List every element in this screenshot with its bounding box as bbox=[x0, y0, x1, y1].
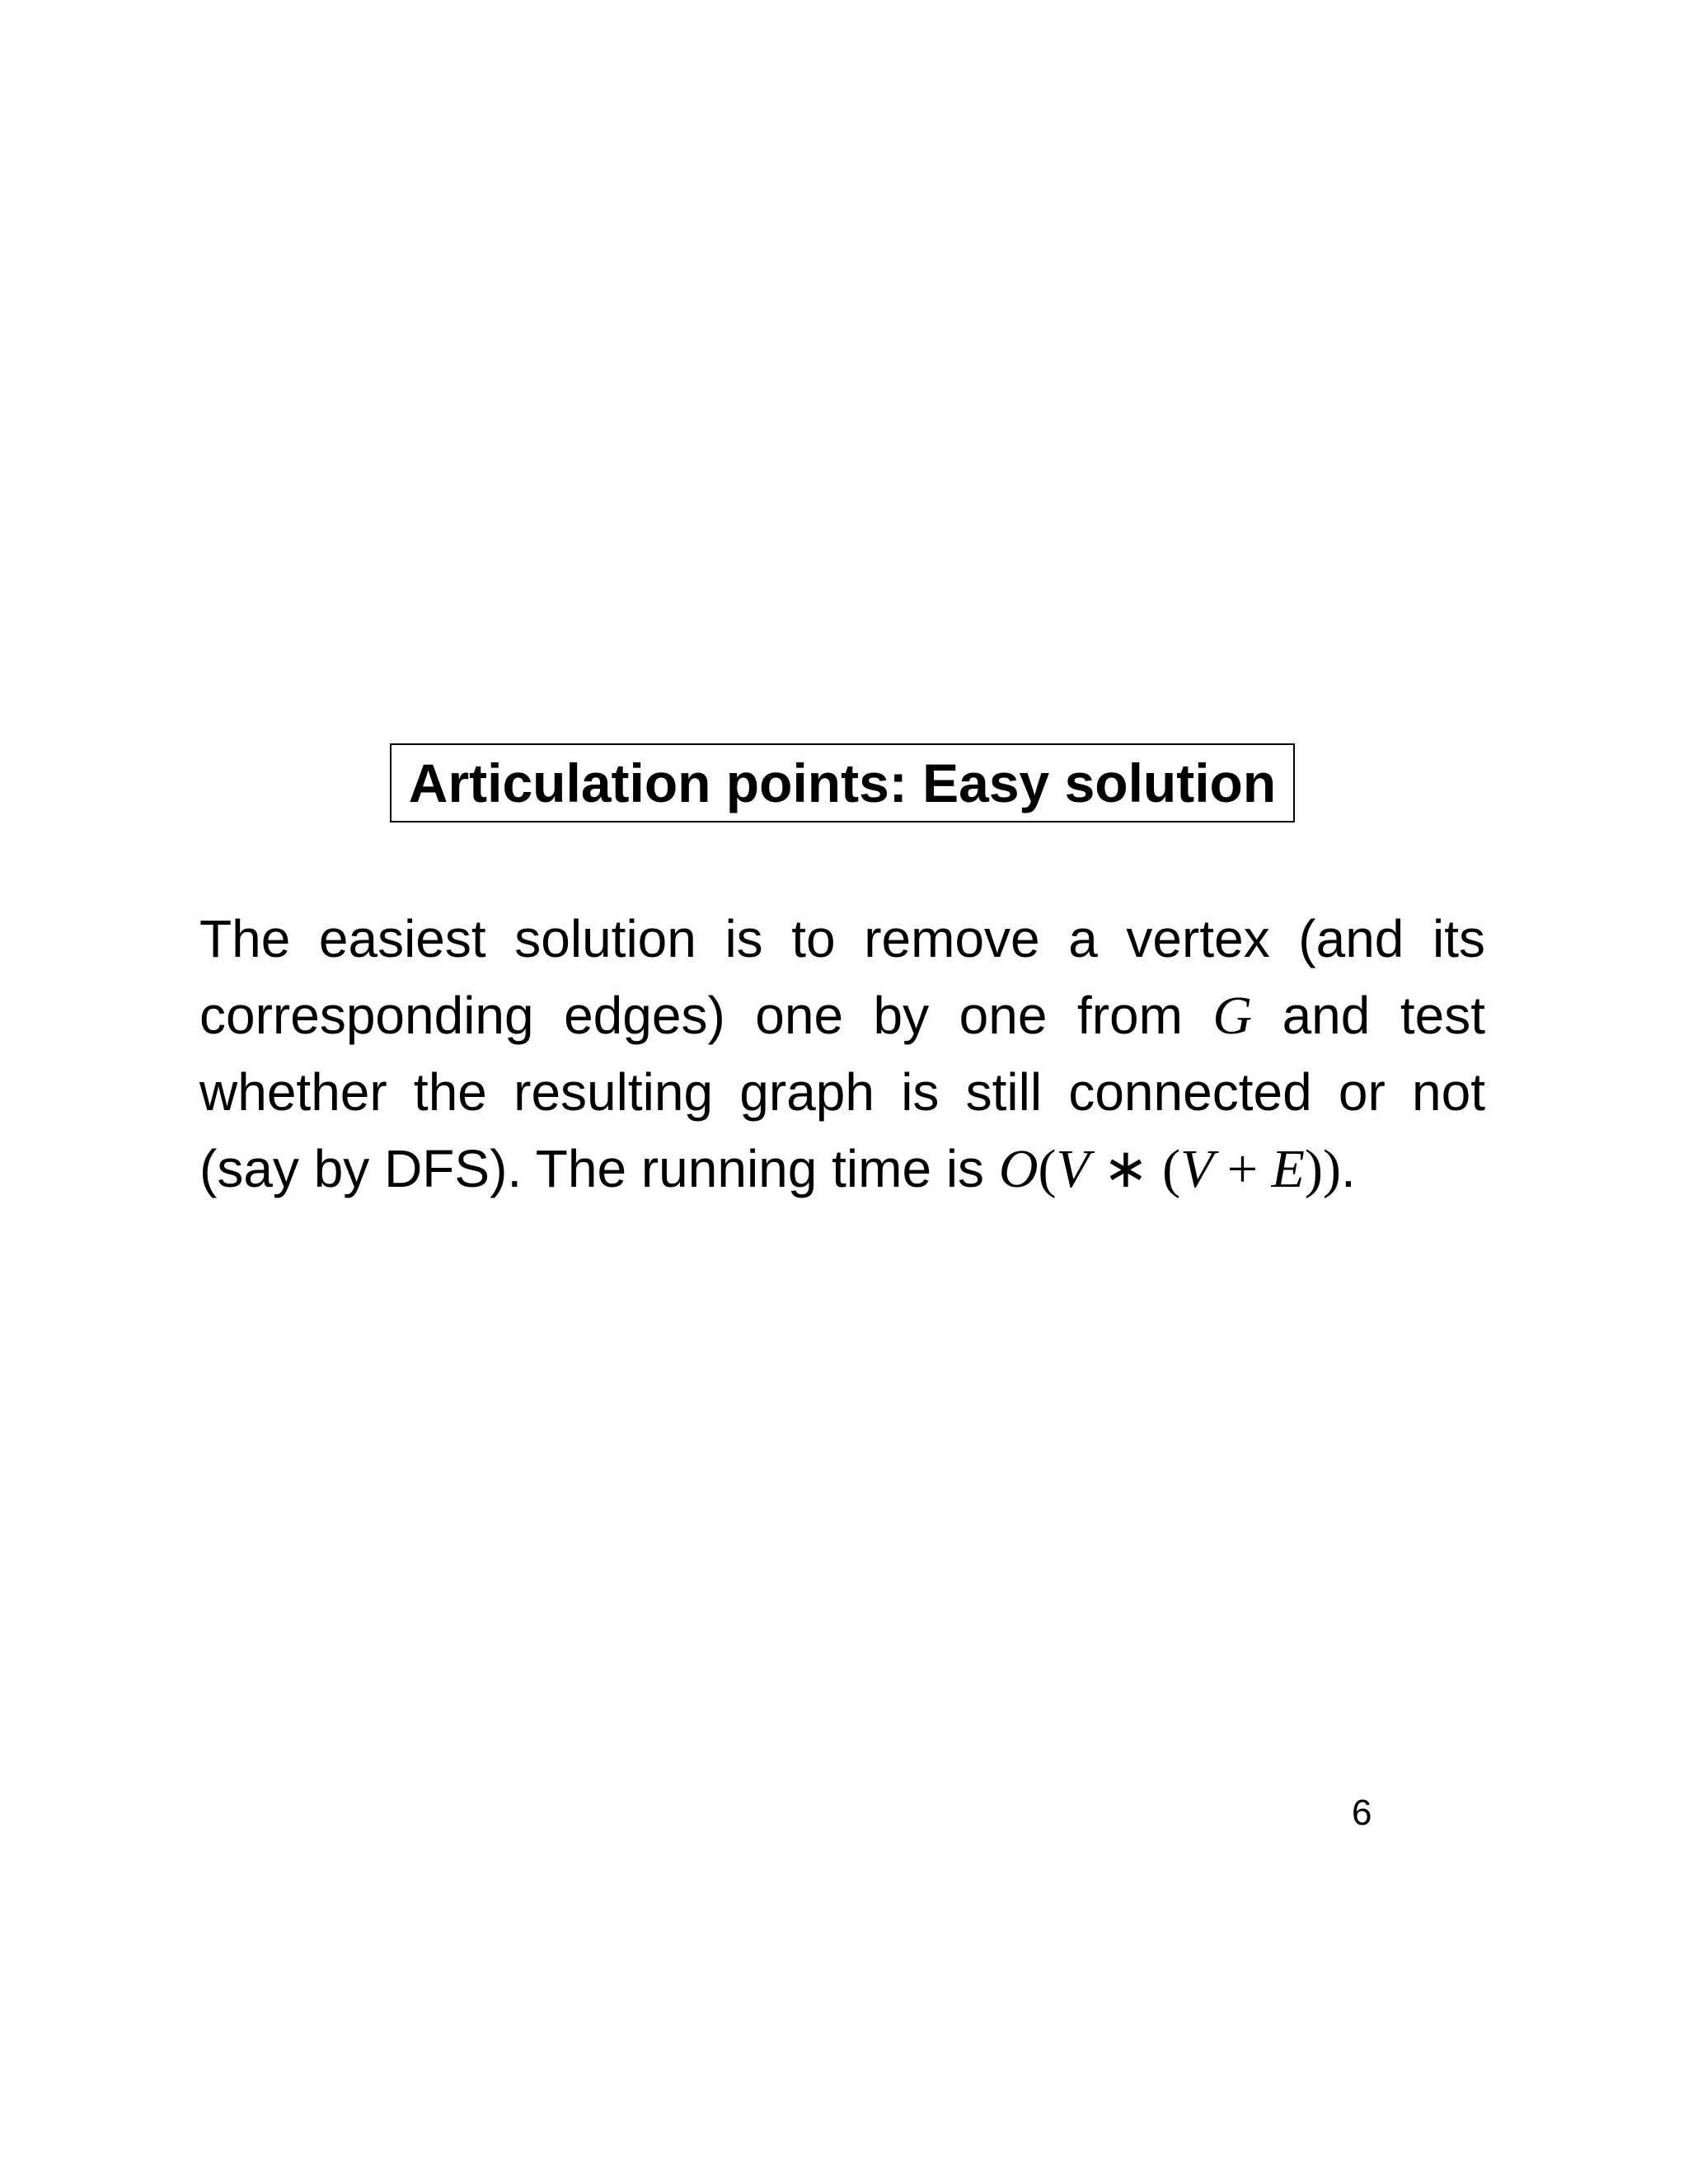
title-box bbox=[390, 743, 1295, 823]
math-paren-open-2: ( bbox=[1162, 1139, 1181, 1199]
body-text-part-2: and test whether the resulting graph is still connected or not (say by DFS). The running time is bbox=[199, 986, 1486, 1198]
math-star: ∗ bbox=[1089, 1139, 1163, 1199]
math-v-1: V bbox=[1056, 1139, 1090, 1199]
body-text-part-1: The easiest solution is to remove a vertex (and its corresponding edges) one by one from bbox=[199, 909, 1485, 1045]
math-plus: + bbox=[1213, 1139, 1272, 1199]
math-variable-g: G bbox=[1212, 986, 1253, 1046]
page-title: Articulation points: Easy solution bbox=[408, 752, 1277, 813]
body-paragraph bbox=[199, 901, 1485, 1207]
body-text-part-3: . bbox=[1340, 1139, 1356, 1198]
math-o: O bbox=[998, 1139, 1039, 1199]
complexity-formula bbox=[999, 1139, 1341, 1198]
math-paren-close: )) bbox=[1304, 1139, 1341, 1199]
page-number: 6 bbox=[1352, 1793, 1372, 1833]
math-paren-open-1: ( bbox=[1038, 1139, 1057, 1199]
math-v-2: V bbox=[1180, 1139, 1214, 1199]
math-e: E bbox=[1271, 1139, 1305, 1199]
